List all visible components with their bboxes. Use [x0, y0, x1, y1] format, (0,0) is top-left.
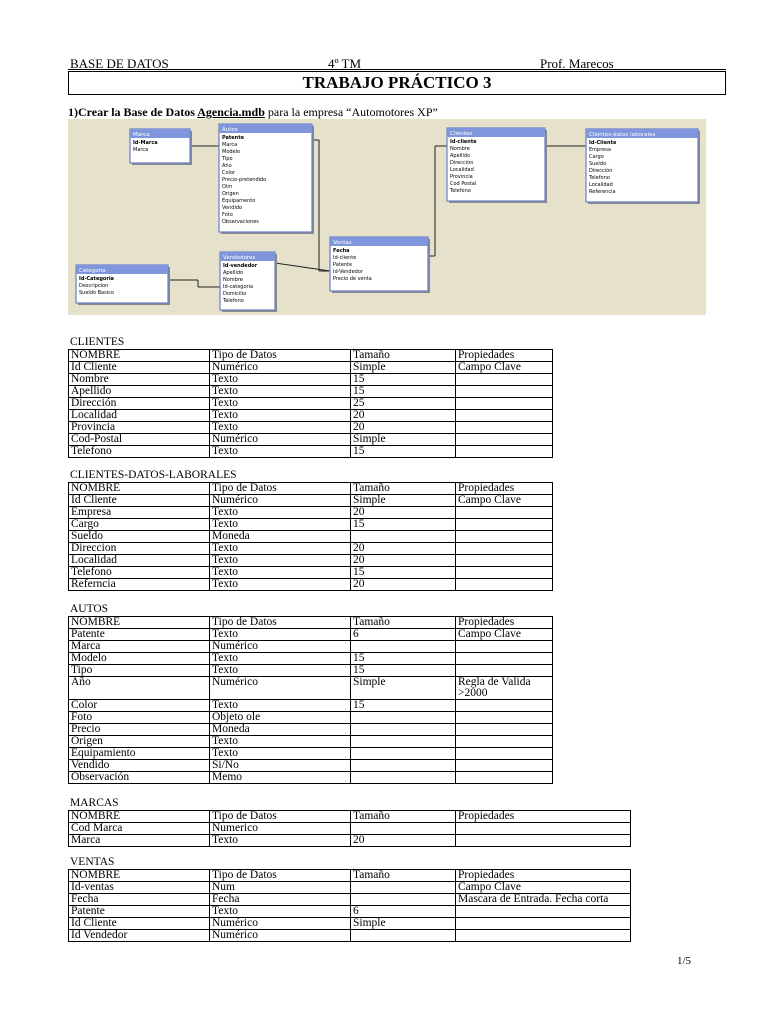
diagram-table-marca[interactable] — [130, 129, 192, 165]
table-row — [69, 772, 553, 784]
table-cell: Texto — [210, 422, 351, 434]
table-row — [69, 700, 553, 712]
table-header-cell: Tipo de Datos — [210, 617, 351, 629]
table-title: Ventas — [333, 240, 352, 246]
table-cell: 6 — [351, 629, 456, 641]
table-cell — [456, 930, 631, 942]
table-row — [69, 362, 553, 374]
table-field: Observaciones — [222, 219, 259, 225]
table-header-cell: NOMBRE — [69, 483, 210, 495]
table-cell: Origen — [69, 736, 210, 748]
table-row — [69, 748, 553, 760]
table-field: Referencia — [589, 189, 616, 195]
table-row — [69, 567, 553, 579]
table-cell — [456, 665, 553, 677]
table-cell: Simple — [351, 362, 456, 374]
table-cell: Id Cliente — [69, 918, 210, 930]
table-field: Domicilio — [223, 291, 247, 297]
table-cell: Si/No — [210, 760, 351, 772]
table-cell: 15 — [351, 665, 456, 677]
table-cell: 20 — [351, 555, 456, 567]
table-cell: Cod Marca — [69, 823, 210, 835]
table-header-row — [69, 870, 631, 882]
table-cell: Numérico — [210, 495, 351, 507]
field-table-clientes — [68, 349, 553, 458]
table-header-cell: Propiedades — [456, 811, 631, 823]
table-field: Id-Categoria — [79, 276, 114, 282]
table-cell: Texto — [210, 736, 351, 748]
table-cell — [456, 398, 553, 410]
table-cell: Numérico — [210, 362, 351, 374]
table-cell: 15 — [351, 700, 456, 712]
table-cell: Texto — [210, 629, 351, 641]
table-field: Id-Marca — [133, 140, 158, 146]
table-cell — [456, 641, 553, 653]
table-cell: Texto — [210, 543, 351, 555]
table-cell: Observación — [69, 772, 210, 784]
table-field: Marca — [222, 142, 238, 148]
table-cell: Referncia — [69, 579, 210, 591]
table-header-row — [69, 483, 553, 495]
table-title: Clientes — [450, 131, 473, 137]
table-cell — [351, 760, 456, 772]
table-field: Tipo — [222, 156, 233, 162]
table-cell — [456, 446, 553, 458]
table-field: Cod Postal — [450, 181, 477, 187]
table-cell — [456, 386, 553, 398]
table-field: Modelo — [222, 149, 241, 155]
table-field: Telefono — [223, 298, 244, 304]
table-header-cell: Propiedades — [456, 870, 631, 882]
table-cell: Num — [210, 882, 351, 894]
table-title: Marca — [133, 132, 150, 138]
table-cell: Texto — [210, 398, 351, 410]
table-header-cell: Tipo de Datos — [210, 350, 351, 362]
table-cell: Regla de Valida >2000 — [456, 677, 553, 700]
table-cell — [351, 894, 456, 906]
table-row — [69, 677, 553, 700]
table-cell — [351, 823, 456, 835]
table-field: Precio-pretendido — [222, 177, 267, 183]
table-row — [69, 724, 553, 736]
table-cell: 15 — [351, 567, 456, 579]
header-course: 4º TM — [328, 56, 362, 71]
table-cell — [456, 736, 553, 748]
table-field: Cargo — [589, 154, 604, 160]
table-cell: 20 — [351, 410, 456, 422]
table-field: Id-categoria — [223, 284, 254, 290]
table-cell: Telefono — [69, 567, 210, 579]
table-cell: 20 — [351, 507, 456, 519]
table-cell: Dirección — [69, 398, 210, 410]
table-caption-ventas: VENTAS — [70, 856, 115, 868]
table-cell: Texto — [210, 386, 351, 398]
table-header-row — [69, 350, 553, 362]
table-cell: Campo Clave — [456, 882, 631, 894]
table-field: Id-Cliente — [589, 140, 617, 146]
table-cell: Texto — [210, 579, 351, 591]
table-row — [69, 446, 553, 458]
table-field: Apellido — [450, 153, 471, 159]
table-cell — [456, 410, 553, 422]
table-header-cell: Tipo de Datos — [210, 483, 351, 495]
table-cell: Simple — [351, 434, 456, 446]
table-title: Categoria — [79, 268, 106, 274]
intro-prefix: 1)Crear la Base de Datos — [68, 105, 198, 119]
table-field: Id-vendedor — [223, 263, 258, 269]
table-field: Año — [222, 163, 232, 169]
table-field: Id-cliente — [333, 255, 357, 261]
table-cell: Texto — [210, 835, 351, 847]
table-cell: Patente — [69, 629, 210, 641]
table-cell — [351, 641, 456, 653]
table-cell: Empresa — [69, 507, 210, 519]
table-row — [69, 653, 553, 665]
table-row — [69, 374, 553, 386]
table-field: Empresa — [589, 147, 611, 153]
table-field: Olm — [222, 184, 233, 190]
table-cell: Moneda — [210, 724, 351, 736]
table-cell: Numérico — [210, 930, 351, 942]
table-cell: Objeto ole — [210, 712, 351, 724]
table-field: Precio de venta — [333, 276, 372, 282]
intro-suffix: para la empresa “Automotores XP” — [264, 105, 438, 119]
table-cell: 15 — [351, 386, 456, 398]
table-row — [69, 760, 553, 772]
table-header-cell: Tamaño — [351, 870, 456, 882]
table-cell: Id-ventas — [69, 882, 210, 894]
table-row — [69, 434, 553, 446]
table-row — [69, 579, 553, 591]
diagram-table-ventas[interactable] — [330, 237, 430, 293]
table-cell — [456, 531, 553, 543]
table-header-cell: Tipo de Datos — [210, 811, 351, 823]
diagram-table-categoria[interactable] — [76, 265, 170, 305]
table-cell: Texto — [210, 374, 351, 386]
table-cell: Apellido — [69, 386, 210, 398]
table-cell: Marca — [69, 641, 210, 653]
table-cell: Cargo — [69, 519, 210, 531]
table-cell: 20 — [351, 579, 456, 591]
diagram-table-clientes[interactable] — [447, 128, 547, 203]
table-header-cell: Tamaño — [351, 350, 456, 362]
table-cell: Localidad — [69, 555, 210, 567]
table-row — [69, 894, 631, 906]
table-row — [69, 519, 553, 531]
table-row — [69, 410, 553, 422]
table-title: Clientes-datos laborales — [589, 132, 656, 138]
relationship-line — [275, 263, 330, 271]
table-field: Localidad — [589, 182, 613, 188]
table-row — [69, 835, 631, 847]
relationship-diagram — [68, 119, 706, 315]
table-cell: Direccion — [69, 543, 210, 555]
table-cell: Campo Clave — [456, 362, 553, 374]
table-header-cell: NOMBRE — [69, 811, 210, 823]
table-row — [69, 422, 553, 434]
table-row — [69, 543, 553, 555]
table-cell: Fecha — [210, 894, 351, 906]
table-cell — [456, 434, 553, 446]
table-cell: Numerico — [210, 823, 351, 835]
table-cell: Simple — [351, 677, 456, 700]
table-cell: 25 — [351, 398, 456, 410]
table-header-cell: Propiedades — [456, 350, 553, 362]
table-field: Patente — [222, 135, 245, 141]
table-cell: 6 — [351, 906, 456, 918]
table-cell — [456, 374, 553, 386]
table-cell: Texto — [210, 567, 351, 579]
table-cell: Texto — [210, 555, 351, 567]
table-field: Color — [222, 170, 236, 176]
table-cell — [351, 772, 456, 784]
table-cell — [456, 422, 553, 434]
table-caption-marcas: MARCAS — [70, 797, 119, 809]
table-cell: 20 — [351, 835, 456, 847]
table-cell: 20 — [351, 543, 456, 555]
table-field: Patente — [333, 262, 353, 268]
page-number: 1/5 — [676, 955, 691, 967]
field-table-autos — [68, 616, 553, 784]
table-cell: Cod-Postal — [69, 434, 210, 446]
table-row — [69, 882, 631, 894]
table-cell: Id Cliente — [69, 495, 210, 507]
intro-line — [68, 105, 438, 120]
header-subject: BASE DE DATOS — [70, 56, 169, 71]
intro-filename: Agencia.mdb — [197, 105, 265, 119]
table-cell: 15 — [351, 446, 456, 458]
table-field: Vendido — [222, 205, 243, 211]
diagram-table-laborales[interactable] — [586, 129, 700, 204]
table-field: Id-Vendedor — [333, 269, 363, 275]
table-cell — [351, 712, 456, 724]
table-cell — [351, 736, 456, 748]
table-cell — [456, 712, 553, 724]
field-table-marcas — [68, 810, 631, 847]
table-row — [69, 386, 553, 398]
diagram-table-vendedores[interactable] — [220, 252, 277, 312]
table-cell — [351, 531, 456, 543]
table-row — [69, 736, 553, 748]
table-field: Telefono — [450, 188, 471, 194]
table-header-row — [69, 811, 631, 823]
table-field: Nombre — [223, 277, 243, 283]
table-row — [69, 629, 553, 641]
table-cell: Texto — [210, 748, 351, 760]
table-cell: Sueldo — [69, 531, 210, 543]
table-cell — [456, 748, 553, 760]
table-cell: Numérico — [210, 434, 351, 446]
table-cell: Texto — [210, 906, 351, 918]
table-field: Origen — [222, 191, 239, 197]
table-cell: Texto — [210, 507, 351, 519]
table-field: Marca — [133, 147, 149, 153]
table-cell: Numérico — [210, 641, 351, 653]
table-row — [69, 641, 553, 653]
table-cell: Campo Clave — [456, 495, 553, 507]
page-title: TRABAJO PRÁCTICO 3 — [68, 71, 726, 95]
table-cell: Texto — [210, 519, 351, 531]
table-cell — [456, 700, 553, 712]
table-cell — [456, 906, 631, 918]
table-field: Telefono — [589, 175, 610, 181]
table-cell: Equipamiento — [69, 748, 210, 760]
table-row — [69, 906, 631, 918]
field-table-ventas — [68, 869, 631, 942]
table-cell: Provincia — [69, 422, 210, 434]
table-cell — [456, 835, 631, 847]
table-cell: Texto — [210, 665, 351, 677]
table-cell: Marca — [69, 835, 210, 847]
table-title: Vendedores — [223, 255, 256, 261]
table-cell: Vendido — [69, 760, 210, 772]
table-cell: 20 — [351, 422, 456, 434]
table-cell: Fecha — [69, 894, 210, 906]
table-header-cell: Propiedades — [456, 617, 553, 629]
table-cell: Modelo — [69, 653, 210, 665]
table-row — [69, 507, 553, 519]
table-cell — [351, 930, 456, 942]
table-cell — [456, 519, 553, 531]
table-cell: 15 — [351, 374, 456, 386]
table-field: Sueldo Basico — [79, 290, 114, 296]
table-cell — [351, 748, 456, 760]
table-header-cell: NOMBRE — [69, 870, 210, 882]
table-cell: Color — [69, 700, 210, 712]
table-field: Provincia — [450, 174, 473, 180]
table-field: Dirección — [589, 168, 613, 174]
table-cell: Mascara de Entrada. Fecha corta — [456, 894, 631, 906]
table-row — [69, 495, 553, 507]
table-cell: Tipo — [69, 665, 210, 677]
table-cell: Texto — [210, 410, 351, 422]
table-header-cell: Tamaño — [351, 811, 456, 823]
table-cell: Texto — [210, 700, 351, 712]
table-cell: Simple — [351, 495, 456, 507]
table-cell: Nombre — [69, 374, 210, 386]
table-cell — [456, 724, 553, 736]
table-cell: Año — [69, 677, 210, 700]
table-row — [69, 398, 553, 410]
table-cell — [456, 555, 553, 567]
table-field: Id-cliente — [450, 139, 477, 145]
table-cell — [456, 918, 631, 930]
table-header-cell: NOMBRE — [69, 350, 210, 362]
table-caption-clientes-datos-laborales: CLIENTES-DATOS-LABORALES — [70, 469, 237, 481]
table-field: Fecha — [333, 248, 350, 254]
table-field: Descripcion — [79, 283, 109, 289]
table-cell: Precio — [69, 724, 210, 736]
table-field: Apellido — [223, 270, 244, 276]
table-cell — [456, 653, 553, 665]
table-caption-autos: AUTOS — [70, 603, 109, 615]
table-cell: Campo Clave — [456, 629, 553, 641]
table-cell — [456, 579, 553, 591]
table-cell — [456, 772, 553, 784]
table-cell: Texto — [210, 446, 351, 458]
table-cell: 15 — [351, 519, 456, 531]
table-row — [69, 665, 553, 677]
table-row — [69, 918, 631, 930]
table-header-cell: Tamaño — [351, 617, 456, 629]
table-cell — [456, 823, 631, 835]
header-rule — [68, 69, 726, 70]
table-cell: Localidad — [69, 410, 210, 422]
table-cell: 15 — [351, 653, 456, 665]
table-cell: Foto — [69, 712, 210, 724]
table-header-cell: Tamaño — [351, 483, 456, 495]
table-title: Autos — [222, 127, 238, 133]
table-cell: Texto — [210, 653, 351, 665]
table-header-row — [69, 617, 553, 629]
table-cell: Numérico — [210, 677, 351, 700]
table-cell: Id Cliente — [69, 362, 210, 374]
table-cell: Simple — [351, 918, 456, 930]
table-header-cell: Propiedades — [456, 483, 553, 495]
table-cell: Memo — [210, 772, 351, 784]
table-header-cell: NOMBRE — [69, 617, 210, 629]
table-cell: Id Vendedor — [69, 930, 210, 942]
table-caption-clientes: CLIENTES — [70, 336, 125, 348]
table-cell: Patente — [69, 906, 210, 918]
table-cell: Moneda — [210, 531, 351, 543]
diagram-table-autos[interactable] — [219, 124, 314, 234]
header-teacher: Prof. Marecos — [540, 56, 614, 71]
table-field: Foto — [222, 212, 233, 218]
table-cell — [351, 882, 456, 894]
table-cell — [351, 724, 456, 736]
table-cell — [456, 543, 553, 555]
table-row — [69, 712, 553, 724]
table-field: Equipamento — [222, 198, 256, 204]
table-field: Sueldo — [589, 161, 607, 167]
table-field: Dirección — [450, 160, 474, 166]
table-row — [69, 555, 553, 567]
relationship-diagram-svg — [68, 119, 706, 315]
table-cell — [456, 507, 553, 519]
table-row — [69, 930, 631, 942]
field-table-clientes-datos-laborales — [68, 482, 553, 591]
table-cell: Numérico — [210, 918, 351, 930]
table-field: Localidad — [450, 167, 474, 173]
table-cell: Telefono — [69, 446, 210, 458]
table-header-cell: Tipo de Datos — [210, 870, 351, 882]
table-row — [69, 531, 553, 543]
table-cell — [456, 567, 553, 579]
table-cell — [456, 760, 553, 772]
table-row — [69, 823, 631, 835]
table-field: Nombre — [450, 146, 470, 152]
